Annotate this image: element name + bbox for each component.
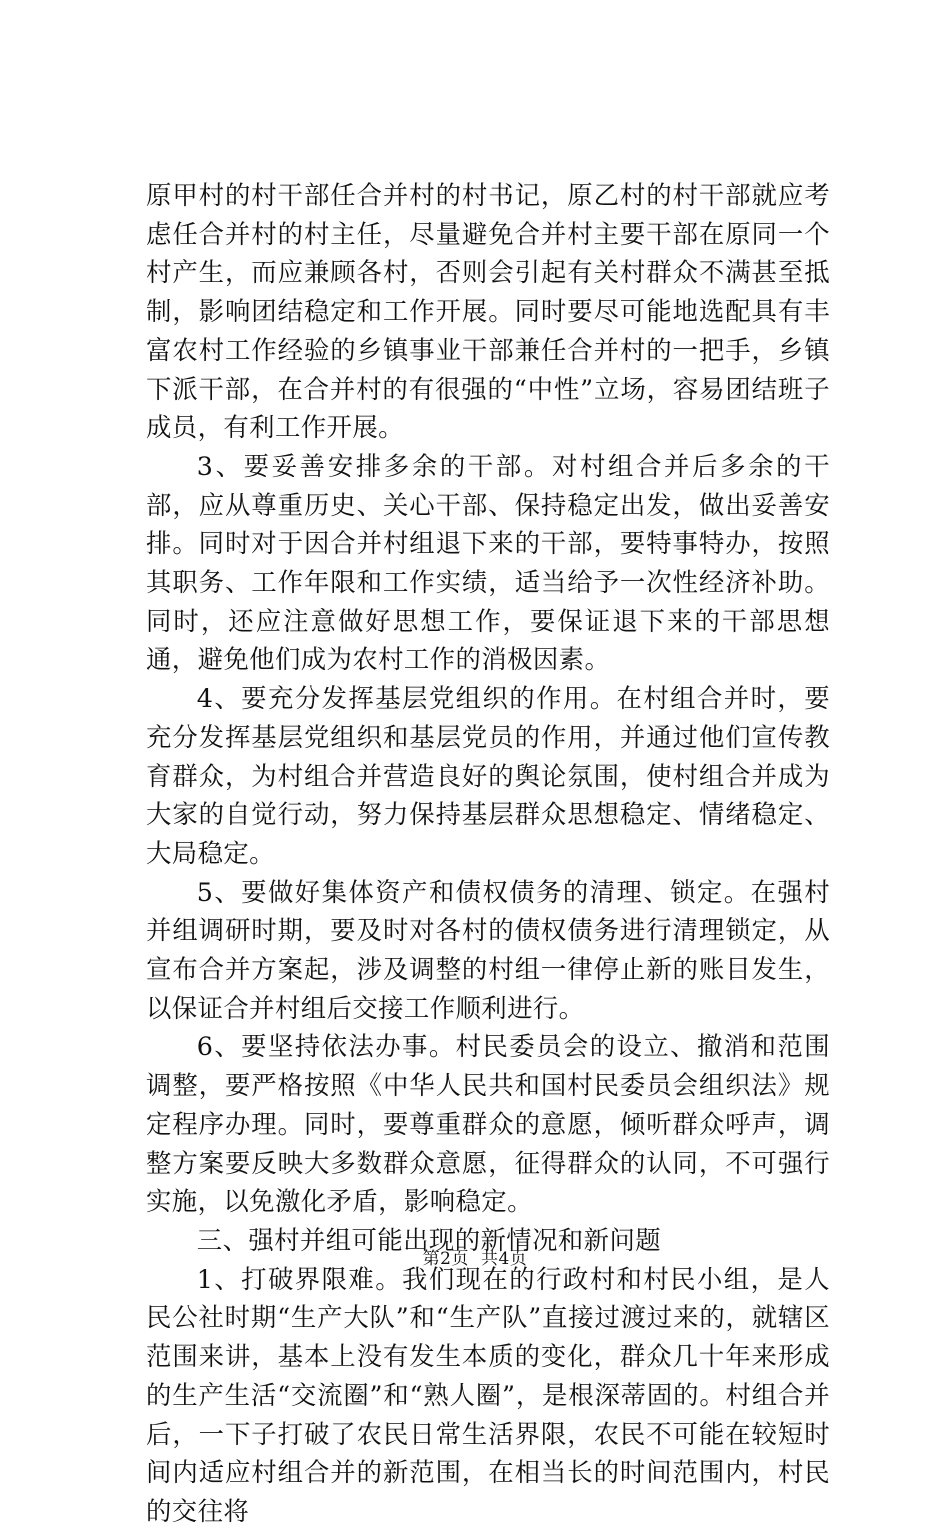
page-footer	[0, 1248, 950, 1270]
document-body	[146, 176, 830, 1531]
paragraph-continuation: 原甲村的村干部任合并村的村书记，原乙村的村干部就应考虑任合并村的村主任，尽量避免合并村主要干部在原同一个村产生，而应兼顾各村，否则会引起有关村群众不满甚至抵制，影响团结稳定和工作开展。同时要尽可能地选配具有丰富农村工作经验的乡镇事业干部兼任合并村的一把手，乡镇下派干部，在合并村的有很强的“中性”立场，容易团结班子成员，有利工作开展。	[146, 180, 830, 443]
paragraph-item-4: 4、要充分发挥基层党组织的作用。在村组合并时，要充分发挥基层党组织和基层党员的作用，并通过他们宣传教育群众，为村组合并营造良好的舆论氛围，使村组合并成为大家的自觉行动，努力保持基层群众思想稳定、情绪稳定、大局稳定。	[146, 683, 830, 868]
paragraph-item-3: 3、要妥善安排多余的干部。对村组合并后多余的干部，应从尊重历史、关心干部、保持稳定出发，做出妥善安排。同时对于因合并村组退下来的干部，要特事特办，按照其职务、工作年限和工作实绩，适当给予一次性经济补助。同时，还应注意做好思想工作，要保证退下来的干部思想通，避免他们成为农村工作的消极因素。	[146, 450, 830, 675]
paragraph-section3-item-1: 1、打破界限难。我们现在的行政村和村民小组，是人民公社时期“生产大队”和“生产队”直接过渡过来的，就辖区范围来讲，基本上没有发生本质的变化，群众几十年来形成的生产生活“交流圈”和“熟人圈”，是根深蒂固的。村组合并后，一下子打破了农民日常生活界限，农民不可能在较短时间内适应村组合并的新范围，在相当长的时间范围内，村民的交往将	[146, 1263, 830, 1526]
page-total: 共4页	[481, 1249, 528, 1269]
paragraph-item-5: 5、要做好集体资产和债权债务的清理、锁定。在强村并组调研时期，要及时对各村的债权债务进行清理锁定，从宣布合并方案起，涉及调整的村组一律停止新的账目发生，以保证合并村组后交接工作顺利进行。	[146, 876, 830, 1023]
section-heading-3: 三、强村并组可能出现的新情况和新问题	[196, 1224, 662, 1255]
page-number: 第2页	[422, 1249, 469, 1269]
paragraph-item-6: 6、要坚持依法办事。村民委员会的设立、撤消和范围调整，要严格按照《中华人民共和国村民委员会组织法》规定程序办理。同时，要尊重群众的意愿，倾听群众呼声，调整方案要反映大多数群众意愿，征得群众的认同，不可强行实施，以免激化矛盾，影响稳定。	[146, 1031, 830, 1217]
